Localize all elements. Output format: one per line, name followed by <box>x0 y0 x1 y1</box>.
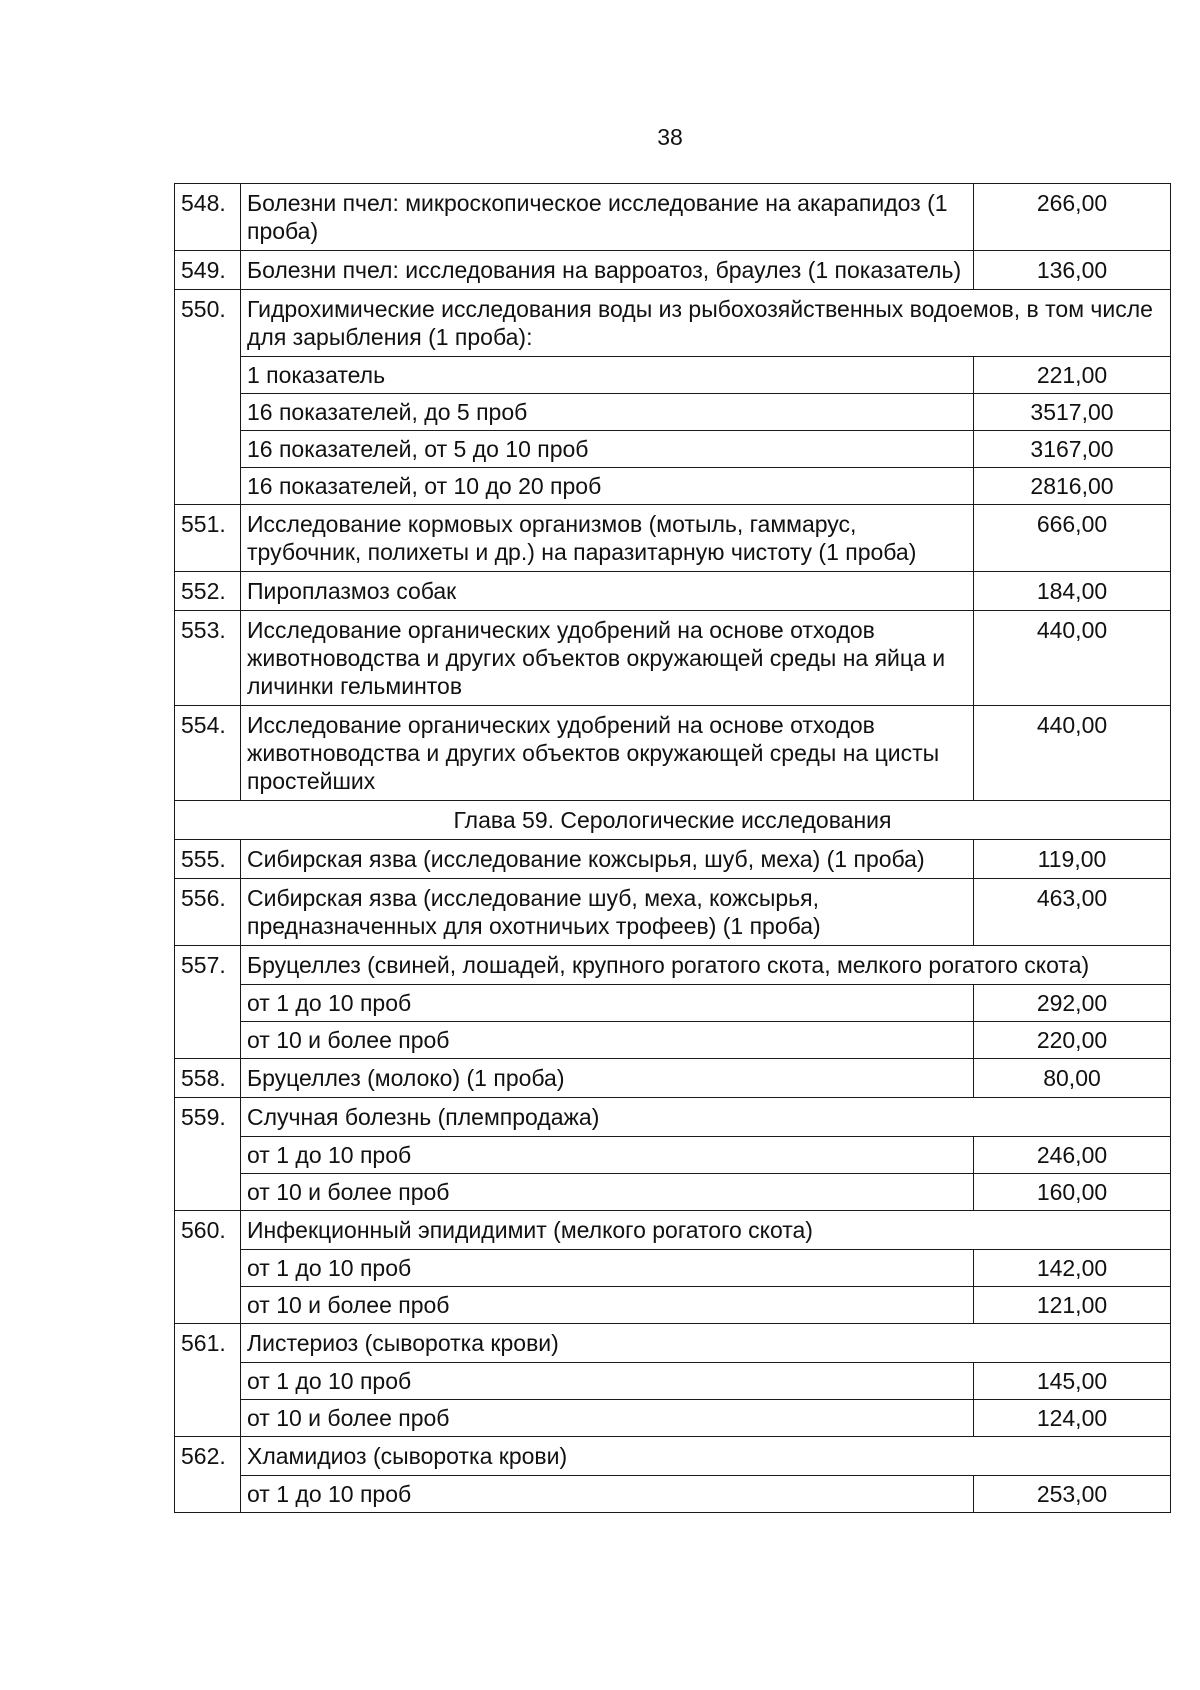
item-number: 561. <box>175 1324 241 1437</box>
subitem-price: 145,00 <box>974 1363 1171 1400</box>
subitem-price: 292,00 <box>974 985 1171 1022</box>
subitem-name: от 1 до 10 проб <box>241 1137 974 1174</box>
item-name: Исследование органических удобрений на основе отходов животноводства и других объектов окружающей среды на цисты простейших <box>241 706 974 801</box>
price-table-body <box>175 184 1171 1513</box>
item-price: 440,00 <box>974 611 1171 706</box>
table-row <box>175 251 1171 290</box>
subitem-price: 253,00 <box>974 1476 1171 1513</box>
table-subrow <box>175 1476 1171 1513</box>
table-row <box>175 611 1171 706</box>
table-row <box>175 572 1171 611</box>
subitem-price: 124,00 <box>974 1400 1171 1437</box>
item-name: Сибирская язва (исследование шуб, меха, кожсырья, предназначенных для охотничьих трофеев) (1 проба) <box>241 879 974 946</box>
table-row-group <box>175 1437 1171 1476</box>
item-number: 554. <box>175 706 241 801</box>
subitem-price: 246,00 <box>974 1137 1171 1174</box>
item-number: 552. <box>175 572 241 611</box>
item-name: Исследование кормовых организмов (мотыль, гаммарус, трубочник, полихеты и др.) на паразитарную чистоту (1 проба) <box>241 505 974 572</box>
table-subrow <box>175 431 1171 468</box>
subitem-name: от 1 до 10 проб <box>241 1363 974 1400</box>
item-number: 559. <box>175 1098 241 1211</box>
table-subrow <box>175 1137 1171 1174</box>
subitem-name: от 1 до 10 проб <box>241 985 974 1022</box>
table-row-group <box>175 290 1171 357</box>
subitem-name: от 10 и более проб <box>241 1022 974 1059</box>
table-subrow <box>175 1287 1171 1324</box>
table-row <box>175 1059 1171 1098</box>
subitem-price: 221,00 <box>974 357 1171 394</box>
item-name: Болезни пчел: микроскопическое исследование на акарапидоз (1 проба) <box>241 184 974 251</box>
table-subrow <box>175 357 1171 394</box>
item-name: Болезни пчел: исследования на варроатоз, браулез (1 показатель) <box>241 251 974 290</box>
item-price: 266,00 <box>974 184 1171 251</box>
subitem-name: от 1 до 10 проб <box>241 1250 974 1287</box>
price-table <box>174 183 1171 1513</box>
item-number: 550. <box>175 290 241 505</box>
table-row <box>175 184 1171 251</box>
table-subrow <box>175 1363 1171 1400</box>
subitem-name: от 10 и более проб <box>241 1174 974 1211</box>
chapter-row <box>175 801 1171 840</box>
table-subrow <box>175 394 1171 431</box>
item-number: 558. <box>175 1059 241 1098</box>
table-subrow <box>175 1400 1171 1437</box>
item-number: 556. <box>175 879 241 946</box>
item-price: 136,00 <box>974 251 1171 290</box>
subitem-price: 142,00 <box>974 1250 1171 1287</box>
group-name: Бруцеллез (свиней, лошадей, крупного рогатого скота, мелкого рогатого скота) <box>241 946 1171 985</box>
item-price: 119,00 <box>974 840 1171 879</box>
table-row-group <box>175 1098 1171 1137</box>
subitem-name: 16 показателей, до 5 проб <box>241 394 974 431</box>
chapter-title: Глава 59. Серологические исследования <box>175 801 1171 840</box>
table-row-group <box>175 946 1171 985</box>
subitem-name: от 10 и более проб <box>241 1287 974 1324</box>
subitem-name: от 1 до 10 проб <box>241 1476 974 1513</box>
subitem-name: 16 показателей, от 10 до 20 проб <box>241 468 974 505</box>
item-name: Бруцеллез (молоко) (1 проба) <box>241 1059 974 1098</box>
item-price: 80,00 <box>974 1059 1171 1098</box>
item-number: 557. <box>175 946 241 1059</box>
item-number: 549. <box>175 251 241 290</box>
group-name: Инфекционный эпидидимит (мелкого рогатого скота) <box>241 1211 1171 1250</box>
item-name: Исследование органических удобрений на основе отходов животноводства и других объектов окружающей среды на яйца и личинки гельминтов <box>241 611 974 706</box>
subitem-price: 220,00 <box>974 1022 1171 1059</box>
item-name: Пироплазмоз собак <box>241 572 974 611</box>
table-row <box>175 505 1171 572</box>
subitem-name: 1 показатель <box>241 357 974 394</box>
page-number: 38 <box>657 124 683 150</box>
table-subrow <box>175 1022 1171 1059</box>
item-price: 184,00 <box>974 572 1171 611</box>
item-name: Сибирская язва (исследование кожсырья, шуб, меха) (1 проба) <box>241 840 974 879</box>
table-row-group <box>175 1211 1171 1250</box>
subitem-price: 121,00 <box>974 1287 1171 1324</box>
group-name: Гидрохимические исследования воды из рыбохозяйственных водоемов, в том числе для зарыбления (1 проба): <box>241 290 1171 357</box>
subitem-price: 3517,00 <box>974 394 1171 431</box>
table-subrow <box>175 1174 1171 1211</box>
item-number: 551. <box>175 505 241 572</box>
table-row <box>175 840 1171 879</box>
table-subrow <box>175 985 1171 1022</box>
item-number: 548. <box>175 184 241 251</box>
subitem-name: 16 показателей, от 5 до 10 проб <box>241 431 974 468</box>
item-price: 666,00 <box>974 505 1171 572</box>
group-name: Листериоз (сыворотка крови) <box>241 1324 1171 1363</box>
subitem-price: 160,00 <box>974 1174 1171 1211</box>
subitem-price: 3167,00 <box>974 431 1171 468</box>
group-name: Хламидиоз (сыворотка крови) <box>241 1437 1171 1476</box>
table-subrow <box>175 468 1171 505</box>
subitem-name: от 10 и более проб <box>241 1400 974 1437</box>
table-subrow <box>175 1250 1171 1287</box>
subitem-price: 2816,00 <box>974 468 1171 505</box>
group-name: Случная болезнь (племпродажа) <box>241 1098 1171 1137</box>
item-price: 463,00 <box>974 879 1171 946</box>
item-number: 553. <box>175 611 241 706</box>
item-number: 555. <box>175 840 241 879</box>
table-row <box>175 879 1171 946</box>
item-price: 440,00 <box>974 706 1171 801</box>
item-number: 562. <box>175 1437 241 1513</box>
table-row <box>175 706 1171 801</box>
table-row-group <box>175 1324 1171 1363</box>
item-number: 560. <box>175 1211 241 1324</box>
